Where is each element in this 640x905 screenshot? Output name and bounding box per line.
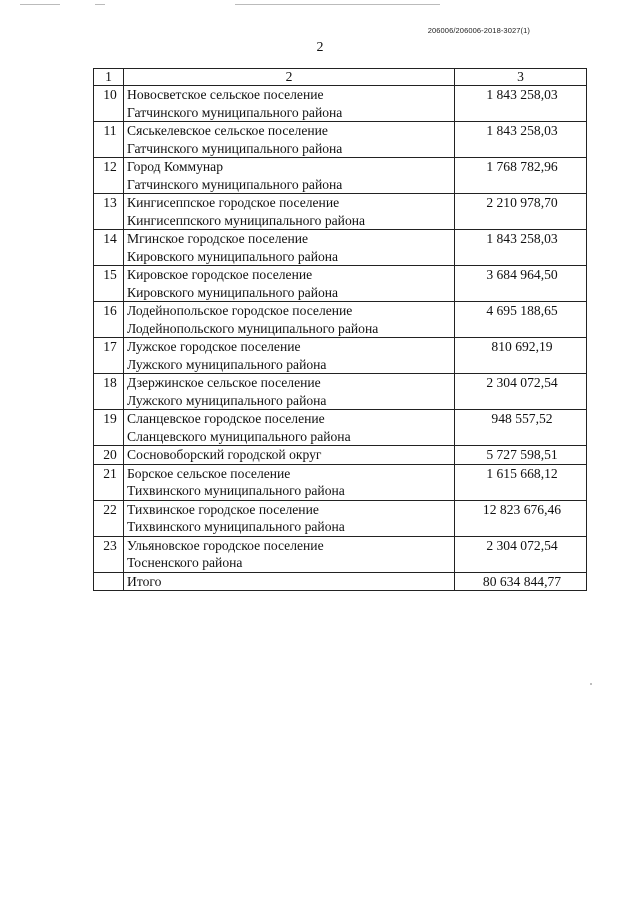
- municipality-name: [124, 572, 455, 591]
- municipality-name-line: Мгинское городское поселение: [127, 231, 309, 246]
- column-header: 2: [124, 69, 455, 86]
- table-row: [94, 302, 587, 338]
- amount-value: 810 692,19: [455, 338, 587, 374]
- municipality-name-line: Новосветское сельское поселение: [127, 87, 324, 102]
- municipality-name-line: Тихвинского муниципального района: [127, 483, 345, 498]
- municipality-name: [124, 266, 455, 302]
- municipality-name-line: Лодейнопольское городское поселение: [127, 303, 353, 318]
- amount-value: 1 843 258,03: [455, 122, 587, 158]
- municipality-name-line: Тихвинское городское поселение: [127, 501, 319, 517]
- amount-value: 2 304 072,54: [455, 374, 587, 410]
- document-id: 206006/206006-2018-3027(1): [427, 26, 530, 35]
- municipality-name-line: Итого: [127, 573, 162, 589]
- scan-speck: [590, 683, 592, 685]
- municipality-name-line: Гатчинского муниципального района: [127, 140, 343, 156]
- row-number: 18: [94, 374, 124, 410]
- amount-value: 1 615 668,12: [455, 464, 587, 500]
- table-row: [94, 464, 587, 500]
- row-number: 10: [94, 86, 124, 122]
- table-row: [94, 194, 587, 230]
- table-row: [94, 230, 587, 266]
- column-header: 3: [455, 69, 587, 86]
- municipality-name-line: Сяськелевское сельское поселение: [127, 123, 328, 138]
- municipality-name-line: Кировского муниципального района: [127, 248, 339, 264]
- scan-artifact: [95, 4, 105, 5]
- municipality-name-line: Гатчинского муниципального района: [127, 104, 343, 120]
- municipality-name: [124, 194, 455, 230]
- municipality-name: [124, 374, 455, 410]
- row-number: 23: [94, 536, 124, 572]
- row-number: 22: [94, 500, 124, 536]
- amount-value: 3 684 964,50: [455, 266, 587, 302]
- table-row: [94, 158, 587, 194]
- municipality-name: [124, 158, 455, 194]
- municipality-name-line: Город Коммунар: [127, 159, 224, 174]
- amount-value: 1 768 782,96: [455, 158, 587, 194]
- amount-value: 2 304 072,54: [455, 536, 587, 572]
- municipality-name-line: Борское сельское поселение: [127, 465, 291, 481]
- amount-value: 5 727 598,51: [455, 446, 587, 465]
- amount-value: 80 634 844,77: [455, 572, 587, 591]
- row-number: 13: [94, 194, 124, 230]
- municipality-name-line: Сланцевского муниципального района: [127, 428, 351, 444]
- scan-artifact: [20, 4, 60, 5]
- amount-value: 1 843 258,03: [455, 86, 587, 122]
- municipality-name-line: Лужское городское поселение: [127, 339, 301, 354]
- table-row: [94, 572, 587, 591]
- table-row: [94, 338, 587, 374]
- municipality-name-line: Тосненского района: [127, 555, 243, 570]
- amount-value: 12 823 676,46: [455, 500, 587, 536]
- column-header: 1: [94, 69, 124, 86]
- municipality-name-line: Лужского муниципального района: [127, 392, 327, 408]
- municipality-name-line: Кировское городское поселение: [127, 267, 313, 282]
- municipality-name-line: Кировского муниципального района: [127, 284, 339, 300]
- municipality-name: [124, 410, 455, 446]
- row-number: [94, 572, 124, 591]
- row-number: 12: [94, 158, 124, 194]
- row-number: 21: [94, 464, 124, 500]
- table-row: [94, 446, 587, 465]
- amount-value: 4 695 188,65: [455, 302, 587, 338]
- municipality-name: [124, 536, 455, 572]
- municipality-name-line: Тихвинского муниципального района: [127, 519, 345, 534]
- municipality-name-line: Лужского муниципального района: [127, 356, 327, 372]
- row-number: 15: [94, 266, 124, 302]
- table-row: [94, 410, 587, 446]
- row-number: 19: [94, 410, 124, 446]
- municipality-name: [124, 446, 455, 465]
- municipality-name-line: Сосновоборский городской округ: [127, 447, 322, 462]
- municipality-name: [124, 302, 455, 338]
- municipality-name-line: Лодейнопольского муниципального района: [127, 320, 379, 336]
- table-row: [94, 86, 587, 122]
- municipality-name: [124, 500, 455, 536]
- municipality-name-line: Дзержинское сельское поселение: [127, 375, 321, 390]
- municipality-name-line: Сланцевское городское поселение: [127, 411, 325, 426]
- table-row: [94, 500, 587, 536]
- municipality-name-line: Кингисеппское городское поселение: [127, 195, 340, 210]
- municipality-name: [124, 464, 455, 500]
- amount-value: 2 210 978,70: [455, 194, 587, 230]
- table-header-row: [94, 69, 587, 86]
- row-number: 16: [94, 302, 124, 338]
- municipality-name: [124, 230, 455, 266]
- municipality-name: [124, 122, 455, 158]
- scan-artifact: [235, 4, 440, 5]
- table-row: [94, 122, 587, 158]
- municipality-name-line: Ульяновское городское поселение: [127, 537, 324, 553]
- municipality-name-line: Кингисеппского муниципального района: [127, 212, 366, 228]
- table-row: [94, 374, 587, 410]
- amount-value: 1 843 258,03: [455, 230, 587, 266]
- allocation-table: [93, 68, 587, 591]
- row-number: 17: [94, 338, 124, 374]
- municipality-name: [124, 86, 455, 122]
- row-number: 20: [94, 446, 124, 465]
- row-number: 11: [94, 122, 124, 158]
- table-row: [94, 266, 587, 302]
- page-number: 2: [316, 40, 324, 55]
- amount-value: 948 557,52: [455, 410, 587, 446]
- municipality-name-line: Гатчинского муниципального района: [127, 176, 343, 192]
- municipality-name: [124, 338, 455, 374]
- row-number: 14: [94, 230, 124, 266]
- table-row: [94, 536, 587, 572]
